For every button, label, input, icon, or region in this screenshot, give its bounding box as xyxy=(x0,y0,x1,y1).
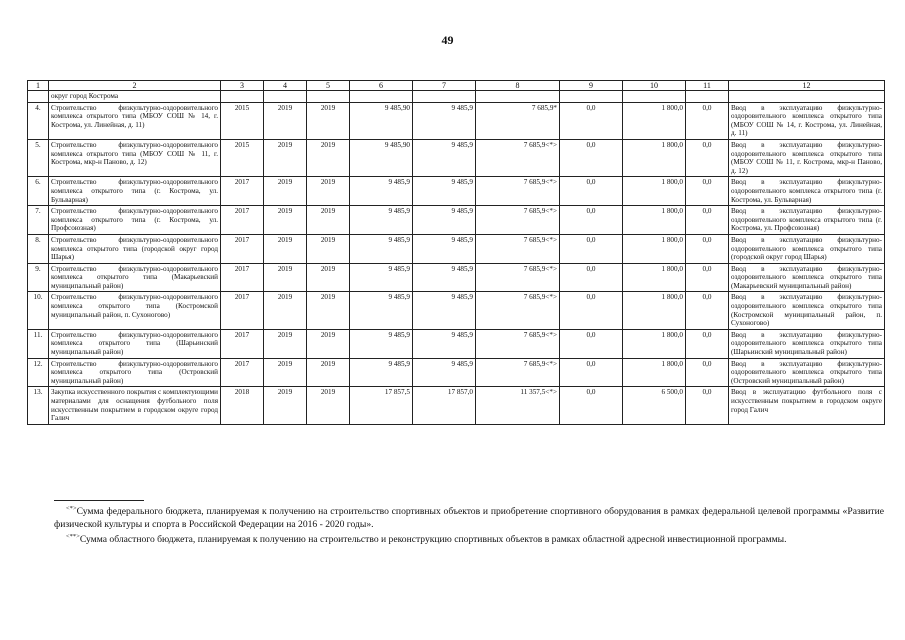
value-col11: 0,0 xyxy=(686,177,729,206)
table-row xyxy=(28,358,885,387)
footnote-rule xyxy=(54,500,144,501)
row-number: 11. xyxy=(28,329,49,358)
value-col9: 0,0 xyxy=(560,206,623,235)
regional-budget: 1 800,0 xyxy=(623,102,686,139)
footnote-1 xyxy=(54,503,884,531)
year-end: 2019 xyxy=(264,102,307,139)
year-start: 2017 xyxy=(221,263,264,292)
col-num: 2 xyxy=(49,81,221,91)
year-commission: 2019 xyxy=(307,263,350,292)
regional-budget: 1 800,0 xyxy=(623,139,686,176)
year-start: 2017 xyxy=(221,177,264,206)
year-commission: 2019 xyxy=(307,358,350,387)
federal-budget: 7 685,9* xyxy=(476,102,560,139)
column-number-row xyxy=(28,81,885,91)
value-col11: 0,0 xyxy=(686,387,729,424)
value-col9: 0,0 xyxy=(560,329,623,358)
footnote-text: Сумма областного бюджета, планируемая к получению на строительство и реконструкцию спортивных объектов в рамках областной адресной инвестиционной программы. xyxy=(79,534,787,546)
col-num: 5 xyxy=(307,81,350,91)
total-cost: 9 485,9 xyxy=(350,292,413,329)
value-col11: 0,0 xyxy=(686,358,729,387)
table-row xyxy=(28,206,885,235)
expected-result: Ввод в эксплуатацию физкультурно-оздоровительного комплекса открытого типа (МБОУ СОШ № 14, г. Кострома, ул. Линейная, д. 11) xyxy=(729,102,885,139)
col-num: 7 xyxy=(413,81,476,91)
object-name: Строительство физкультурно-оздоровительного комплекса открытого типа (Шарьинский муниципальный район) xyxy=(49,329,221,358)
col-num: 3 xyxy=(221,81,264,91)
year-commission: 2019 xyxy=(307,102,350,139)
cost-plan: 9 485,9 xyxy=(413,263,476,292)
table-row xyxy=(28,292,885,329)
object-name: Строительство физкультурно-оздоровительного комплекса открытого типа (МБОУ СОШ № 11, г. Кострома, мкр-н Паново, д. 12) xyxy=(49,139,221,176)
federal-budget: 7 685,9<*> xyxy=(476,206,560,235)
col-num: 10 xyxy=(623,81,686,91)
year-start: 2017 xyxy=(221,206,264,235)
row-number: 12. xyxy=(28,358,49,387)
expected-result: Ввод в эксплуатацию физкультурно-оздоровительного комплекса открытого типа (г. Кострома, ул. Профсоюзная) xyxy=(729,206,885,235)
federal-budget: 11 357,5<*> xyxy=(476,387,560,424)
region-row xyxy=(28,91,885,103)
year-commission: 2019 xyxy=(307,387,350,424)
federal-budget: 7 685,9<*> xyxy=(476,234,560,263)
footnotes xyxy=(54,500,884,547)
expected-result: Ввод в эксплуатацию физкультурно-оздоровительного комплекса открытого типа (Костромской муниципальный район, п. Сухоногово) xyxy=(729,292,885,329)
col-num: 4 xyxy=(264,81,307,91)
col-num: 9 xyxy=(560,81,623,91)
table-row xyxy=(28,263,885,292)
federal-budget: 7 685,9<*> xyxy=(476,177,560,206)
cost-plan: 9 485,9 xyxy=(413,177,476,206)
value-col9: 0,0 xyxy=(560,358,623,387)
total-cost: 9 485,9 xyxy=(350,177,413,206)
object-name: Закупка искусственного покрытия с комплектующими материалами для оснащения футбольного поля искусственным покрытием в городском округе город Галич xyxy=(49,387,221,424)
object-name: Строительство физкультурно-оздоровительного комплекса открытого типа (городской округ город Шарья) xyxy=(49,234,221,263)
cost-plan: 9 485,9 xyxy=(413,329,476,358)
footnote-mark: <**> xyxy=(66,533,80,541)
regional-budget: 1 800,0 xyxy=(623,292,686,329)
row-number: 9. xyxy=(28,263,49,292)
row-number: 13. xyxy=(28,387,49,424)
year-end: 2019 xyxy=(264,263,307,292)
row-number: 4. xyxy=(28,102,49,139)
regional-budget: 1 800,0 xyxy=(623,263,686,292)
footnote-mark: <*> xyxy=(66,505,77,512)
value-col9: 0,0 xyxy=(560,263,623,292)
col-num: 8 xyxy=(476,81,560,91)
year-start: 2017 xyxy=(221,358,264,387)
value-col9: 0,0 xyxy=(560,234,623,263)
year-start: 2015 xyxy=(221,102,264,139)
object-name: Строительство физкультурно-оздоровительного комплекса открытого типа (Макарьевский муниципальный район) xyxy=(49,263,221,292)
year-commission: 2019 xyxy=(307,177,350,206)
regional-budget: 6 500,0 xyxy=(623,387,686,424)
total-cost: 17 857,5 xyxy=(350,387,413,424)
value-col11: 0,0 xyxy=(686,234,729,263)
col-num: 11 xyxy=(686,81,729,91)
value-col11: 0,0 xyxy=(686,329,729,358)
value-col11: 0,0 xyxy=(686,292,729,329)
total-cost: 9 485,9 xyxy=(350,206,413,235)
expected-result: Ввод в эксплуатацию физкультурно-оздоровительного комплекса открытого типа (Островский муниципальный район) xyxy=(729,358,885,387)
value-col11: 0,0 xyxy=(686,206,729,235)
investment-table xyxy=(27,80,885,425)
object-name: Строительство физкультурно-оздоровительного комплекса открытого типа (Костромской муниципальный район, п. Сухоногово) xyxy=(49,292,221,329)
cost-plan: 9 485,9 xyxy=(413,234,476,263)
object-name: Строительство физкультурно-оздоровительного комплекса открытого типа (г. Кострома, ул. Профсоюзная) xyxy=(49,206,221,235)
object-name: Строительство физкультурно-оздоровительного комплекса открытого типа (МБОУ СОШ № 14, г. Кострома, ул. Линейная, д. 11) xyxy=(49,102,221,139)
regional-budget: 1 800,0 xyxy=(623,206,686,235)
year-commission: 2019 xyxy=(307,206,350,235)
table-row xyxy=(28,234,885,263)
row-number: 7. xyxy=(28,206,49,235)
year-commission: 2019 xyxy=(307,292,350,329)
total-cost: 9 485,9 xyxy=(350,263,413,292)
expected-result: Ввод в эксплуатацию физкультурно-оздоровительного комплекса открытого типа (г. Кострома, ул. Бульварная) xyxy=(729,177,885,206)
federal-budget: 7 685,9<*> xyxy=(476,329,560,358)
value-col11: 0,0 xyxy=(686,102,729,139)
col-num: 12 xyxy=(729,81,885,91)
table-row xyxy=(28,177,885,206)
year-start: 2017 xyxy=(221,329,264,358)
object-name: Строительство физкультурно-оздоровительного комплекса открытого типа (г. Кострома, ул. Бульварная) xyxy=(49,177,221,206)
expected-result: Ввод в эксплуатацию футбольного поля с искусственным покрытием в городском округе город Галич xyxy=(729,387,885,424)
federal-budget: 7 685,9<*> xyxy=(476,263,560,292)
cost-plan: 17 857,0 xyxy=(413,387,476,424)
total-cost: 9 485,90 xyxy=(350,102,413,139)
year-end: 2019 xyxy=(264,358,307,387)
value-col9: 0,0 xyxy=(560,102,623,139)
year-end: 2019 xyxy=(264,387,307,424)
year-end: 2019 xyxy=(264,329,307,358)
page-number: 49 xyxy=(441,33,454,47)
table-row xyxy=(28,387,885,424)
year-commission: 2019 xyxy=(307,329,350,358)
cost-plan: 9 485,9 xyxy=(413,139,476,176)
regional-budget: 1 800,0 xyxy=(623,234,686,263)
table-row xyxy=(28,329,885,358)
year-start: 2015 xyxy=(221,139,264,176)
regional-budget: 1 800,0 xyxy=(623,358,686,387)
value-col11: 0,0 xyxy=(686,139,729,176)
regional-budget: 1 800,0 xyxy=(623,177,686,206)
col-num: 6 xyxy=(350,81,413,91)
region-label: округ город Кострома xyxy=(49,91,221,103)
year-commission: 2019 xyxy=(307,234,350,263)
expected-result: Ввод в эксплуатацию физкультурно-оздоровительного комплекса открытого типа (Шарьинский муниципальный район) xyxy=(729,329,885,358)
value-col9: 0,0 xyxy=(560,177,623,206)
year-start: 2018 xyxy=(221,387,264,424)
value-col9: 0,0 xyxy=(560,292,623,329)
expected-result: Ввод в эксплуатацию физкультурно-оздоровительного комплекса открытого типа (МБОУ СОШ № 11, г. Кострома, мкр-н Паново, д. 12) xyxy=(729,139,885,176)
year-end: 2019 xyxy=(264,206,307,235)
cost-plan: 9 485,9 xyxy=(413,102,476,139)
year-end: 2019 xyxy=(264,292,307,329)
table-row xyxy=(28,102,885,139)
value-col9: 0,0 xyxy=(560,387,623,424)
table-row xyxy=(28,139,885,176)
year-start: 2017 xyxy=(221,234,264,263)
cost-plan: 9 485,9 xyxy=(413,206,476,235)
row-number: 10. xyxy=(28,292,49,329)
cost-plan: 9 485,9 xyxy=(413,358,476,387)
total-cost: 9 485,9 xyxy=(350,329,413,358)
year-commission: 2019 xyxy=(307,139,350,176)
year-end: 2019 xyxy=(264,177,307,206)
total-cost: 9 485,90 xyxy=(350,139,413,176)
federal-budget: 7 685,9<*> xyxy=(476,292,560,329)
year-end: 2019 xyxy=(264,234,307,263)
object-name: Строительство физкультурно-оздоровительного комплекса открытого типа (Островский муниципальный район) xyxy=(49,358,221,387)
year-start: 2017 xyxy=(221,292,264,329)
footnote-2 xyxy=(54,531,884,547)
cost-plan: 9 485,9 xyxy=(413,292,476,329)
row-number: 5. xyxy=(28,139,49,176)
row-number: 6. xyxy=(28,177,49,206)
total-cost: 9 485,9 xyxy=(350,234,413,263)
value-col11: 0,0 xyxy=(686,263,729,292)
col-num: 1 xyxy=(28,81,49,91)
total-cost: 9 485,9 xyxy=(350,358,413,387)
row-number: 8. xyxy=(28,234,49,263)
expected-result: Ввод в эксплуатацию физкультурно-оздоровительного комплекса открытого типа (Макарьевский муниципальный район) xyxy=(729,263,885,292)
regional-budget: 1 800,0 xyxy=(623,329,686,358)
federal-budget: 7 685,9<*> xyxy=(476,139,560,176)
expected-result: Ввод в эксплуатацию физкультурно-оздоровительного комплекса открытого типа (городской округ город Шарья) xyxy=(729,234,885,263)
footnote-text: Сумма федерального бюджета, планируемая к получению на строительство спортивных объектов и приобретение спортивного оборудования в рамках федеральной целевой программы «Развитие физической культуры и спорта в Российской Федерации на 2016 - 2020 годы». xyxy=(54,506,884,530)
value-col9: 0,0 xyxy=(560,139,623,176)
federal-budget: 7 685,9<*> xyxy=(476,358,560,387)
year-end: 2019 xyxy=(264,139,307,176)
